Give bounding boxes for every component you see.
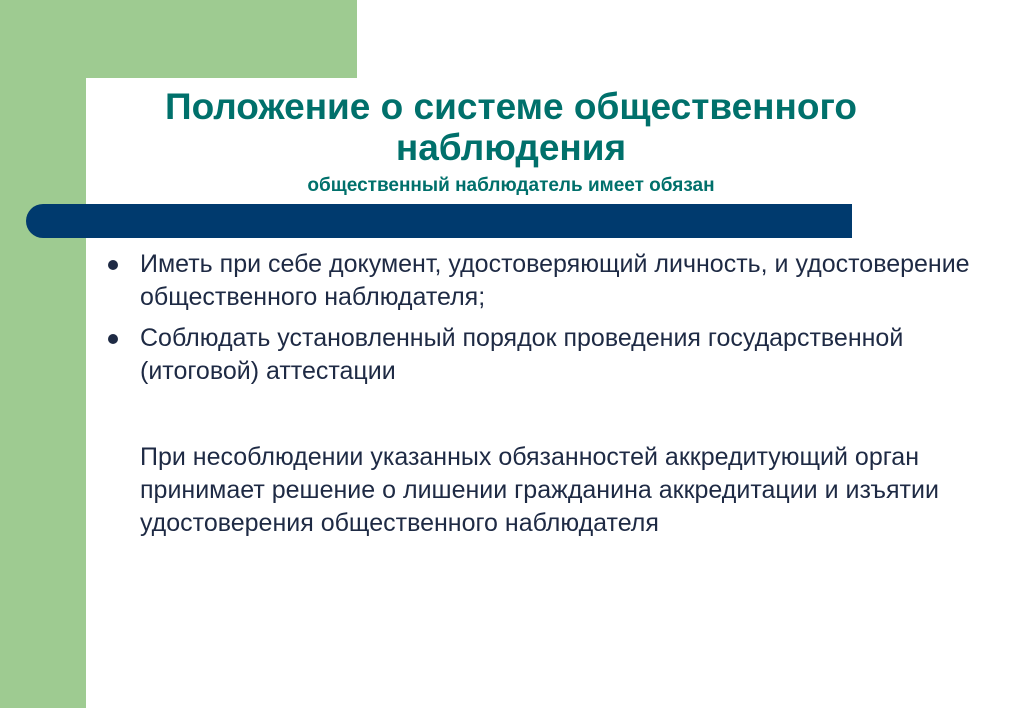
note-paragraph: При несоблюдении указанных обязанностей аккредитующий орган принимает решение о лишении гражданина аккредитации и изъятии удостоверения общественного наблюдателя (140, 443, 939, 537)
bullet-dot-icon (108, 334, 118, 344)
slide-title: Положение о системе общественного наблюдения (164, 86, 857, 168)
divider-bar (26, 204, 852, 238)
title-area (86, 86, 936, 198)
bullet-text: Иметь при себе документ, удостоверяющий личность, и удостоверение общественного наблюдателя; (140, 250, 970, 311)
slide-subtitle: общественный наблюдатель имеет обязан (307, 175, 715, 196)
bullet-text: Соблюдать установленный порядок проведения государственной (итоговой) аттестации (140, 324, 904, 385)
top-decor-block (0, 0, 357, 78)
bullet-list (102, 248, 982, 396)
bullet-item (102, 322, 982, 388)
left-decor-strip (0, 0, 86, 708)
bullet-item (102, 248, 982, 314)
bullet-dot-icon (108, 260, 118, 270)
